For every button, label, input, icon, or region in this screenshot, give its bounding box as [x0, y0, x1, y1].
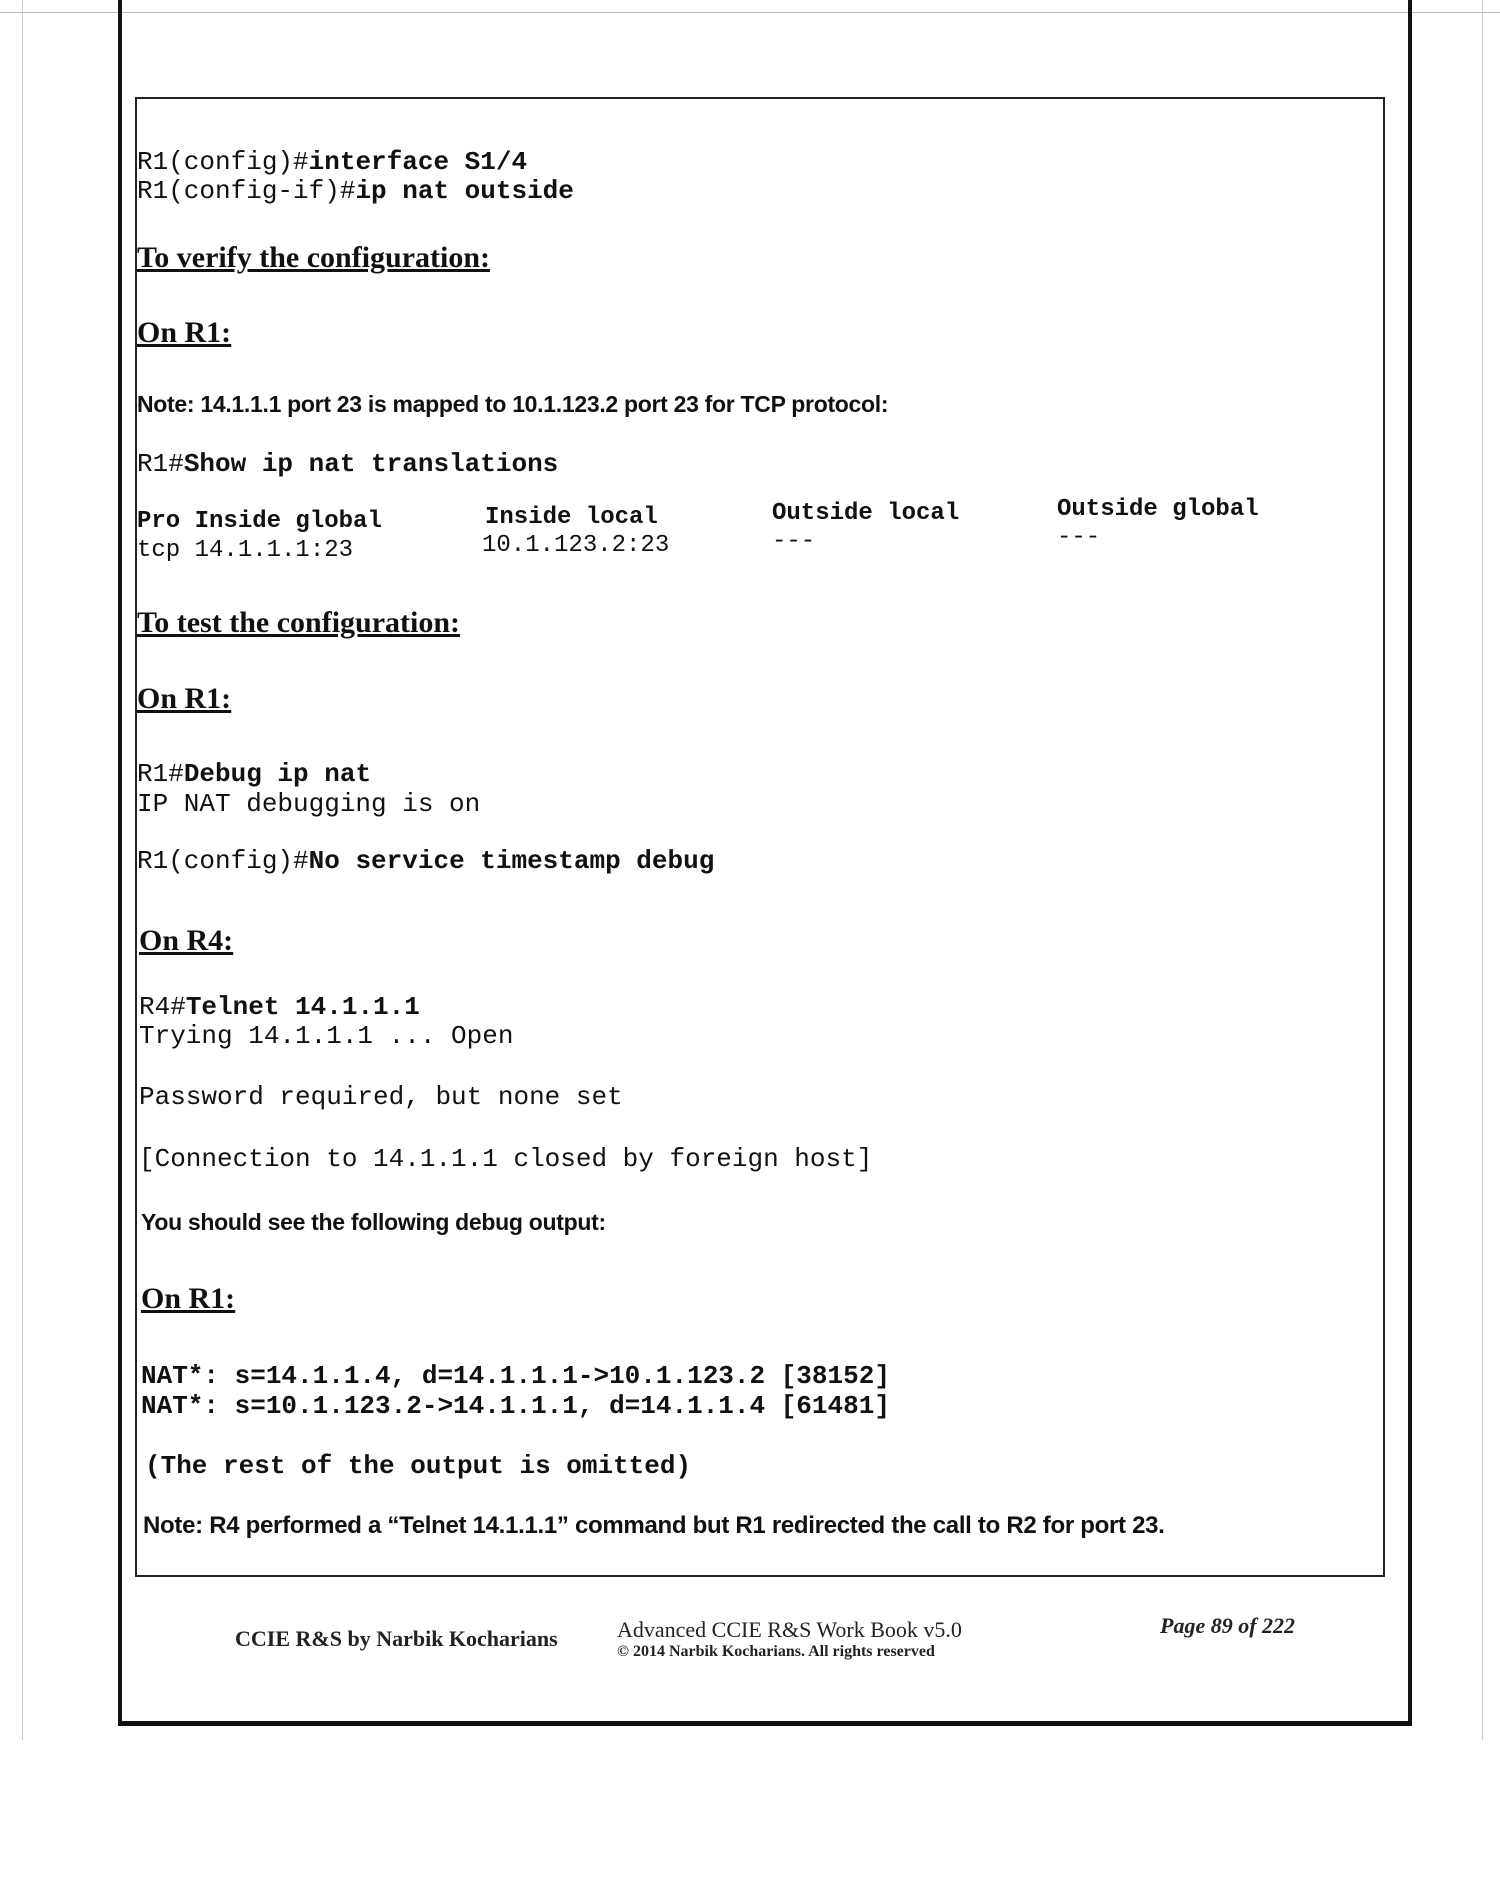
command: Debug ip nat: [183, 759, 372, 789]
table-header-outside-global: Outside global: [1057, 496, 1259, 523]
final-note: Note: R4 performed a “Telnet 14.1.1.1” command but R1 redirected the call to R2 for port 23.: [143, 1512, 1165, 1539]
command: ip nat outside: [355, 176, 574, 206]
command: Show ip nat translations: [183, 449, 559, 479]
scan-edge-right: [1482, 0, 1483, 1740]
telnet-command-line: [139, 992, 420, 1022]
telnet-closed-line: [Connection to 14.1.1.1 closed by foreign host]: [139, 1144, 873, 1174]
footer-author: CCIE R&S by Narbik Kocharians: [235, 1626, 558, 1651]
prompt: R1(config-if)#: [137, 176, 356, 206]
table-cell-outside-global: ---: [1057, 524, 1101, 551]
debug-output-note: You should see the following debug output:: [141, 1209, 606, 1235]
telnet-password-line: Password required, but none set: [139, 1082, 623, 1112]
table-header-outside-local: Outside local: [772, 500, 960, 527]
config-line-2: [137, 176, 574, 206]
timestamp-command-line: [137, 846, 714, 876]
test-on-r1-heading-2: On R1:: [141, 1282, 236, 1315]
command: No service timestamp debug: [308, 846, 715, 876]
prompt: R1(config)#: [137, 147, 309, 177]
test-on-r1-heading: On R1:: [137, 682, 232, 715]
show-command-line: [137, 449, 558, 479]
prompt: R1(config)#: [137, 846, 309, 876]
test-on-r4-heading: On R4:: [139, 924, 234, 957]
debug-command-line: [137, 759, 371, 789]
scan-edge-left: [22, 0, 23, 1740]
table-cell-inside-local: 10.1.123.2:23: [482, 532, 670, 559]
table-header-pro-inside-global: Pro Inside global: [137, 508, 382, 535]
prompt: R1#: [137, 449, 184, 479]
nat-debug-line-2: NAT*: s=10.1.123.2->14.1.1.1, d=14.1.1.4 [61481]: [141, 1391, 890, 1421]
table-cell-inside-global: tcp 14.1.1.1:23: [137, 537, 354, 564]
footer-page-number: Page 89 of 222: [1160, 1613, 1296, 1638]
prompt: R4#: [139, 992, 186, 1022]
telnet-trying-line: Trying 14.1.1.1 ... Open: [139, 1021, 514, 1051]
footer-book-title: Advanced CCIE R&S Work Book v5.0: [617, 1617, 962, 1642]
omitted-note: (The rest of the output is omitted): [145, 1451, 692, 1481]
command: interface S1/4: [308, 147, 528, 177]
test-heading: To test the configuration:: [137, 606, 461, 639]
table-header-inside-local: Inside local: [485, 504, 658, 531]
prompt: R1#: [137, 759, 184, 789]
table-cell-outside-local: ---: [772, 528, 816, 555]
verify-heading: To verify the configuration:: [137, 241, 491, 274]
debug-output-line: IP NAT debugging is on: [137, 789, 481, 819]
verify-on-r1-heading: On R1:: [137, 316, 232, 349]
content-box: [135, 97, 1385, 1577]
command: Telnet 14.1.1.1: [185, 992, 420, 1022]
verify-note: Note: 14.1.1.1 port 23 is mapped to 10.1.123.2 port 23 for TCP protocol:: [137, 391, 889, 417]
config-line-1: [137, 147, 527, 177]
nat-debug-line-1: NAT*: s=14.1.1.4, d=14.1.1.1->10.1.123.2 [38152]: [141, 1361, 890, 1391]
footer-copyright: © 2014 Narbik Kocharians. All rights reserved: [617, 1643, 935, 1660]
